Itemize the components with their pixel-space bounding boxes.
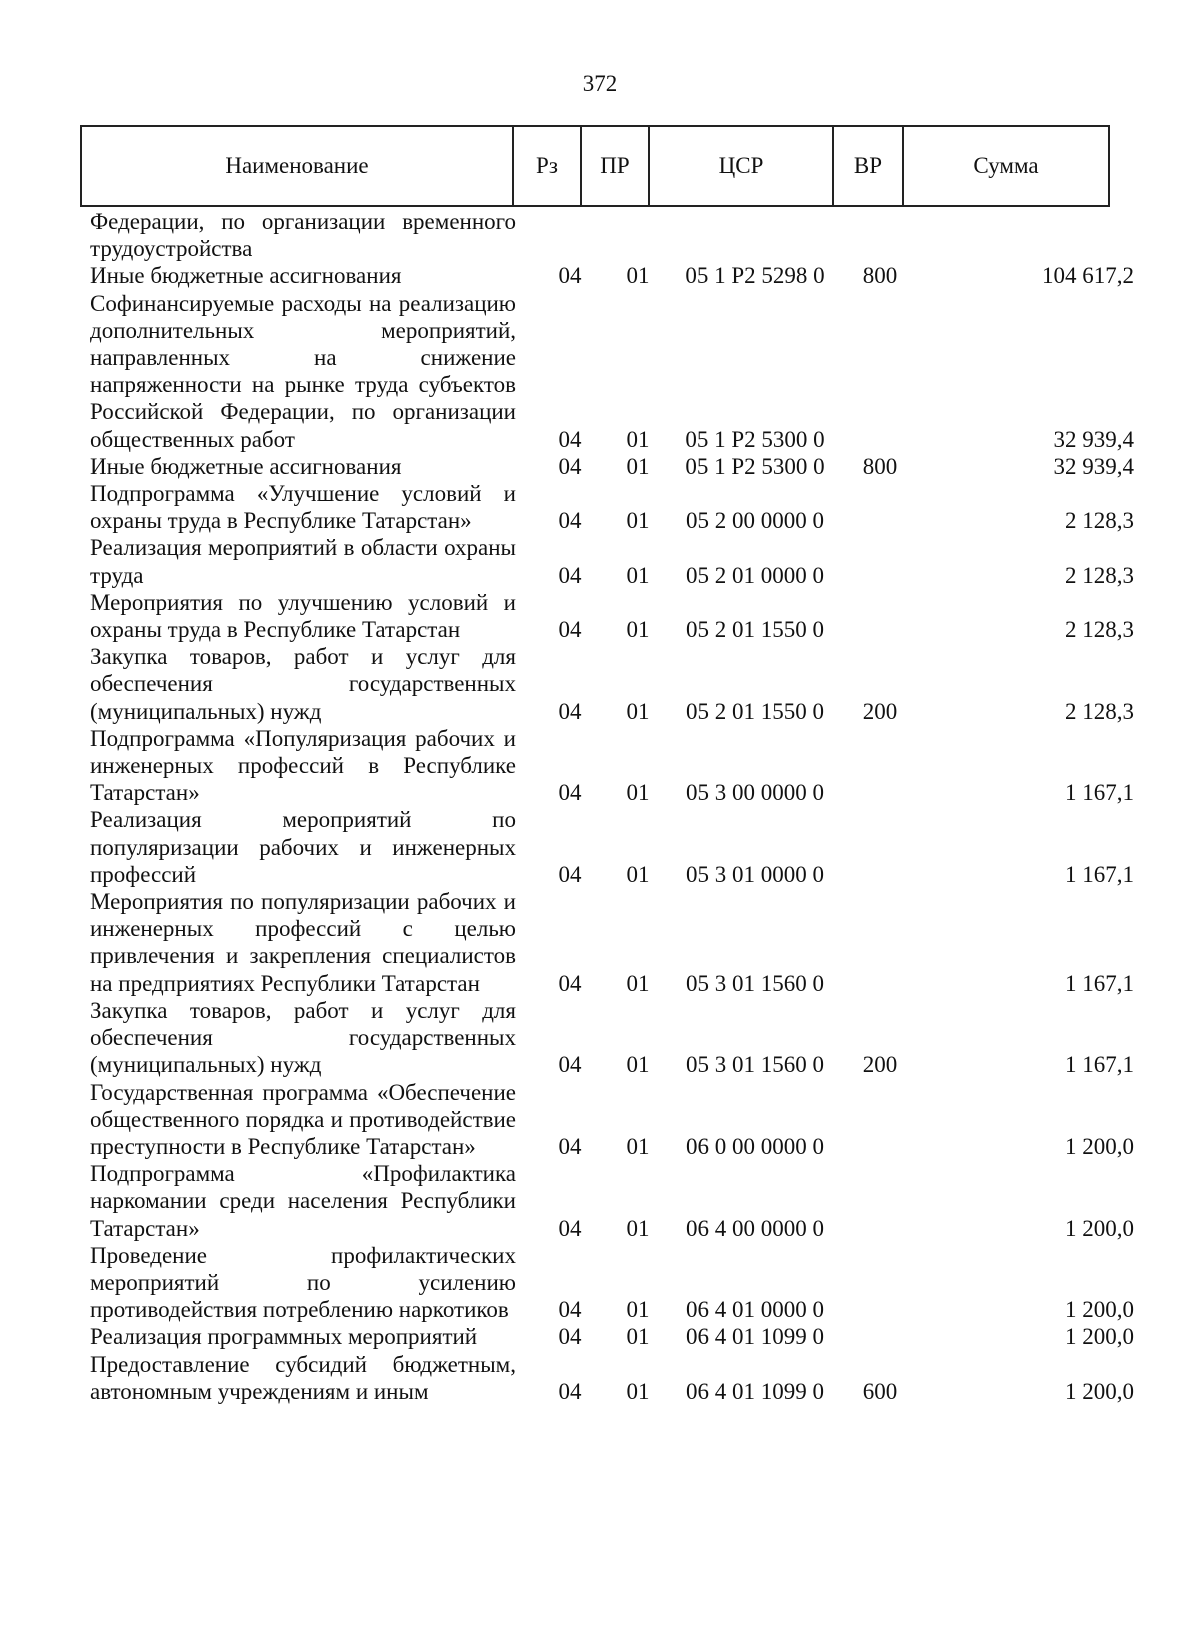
- row-rz: 04: [558, 562, 582, 588]
- row-vr: 800: [862, 263, 898, 289]
- row-rz: 04: [558, 780, 582, 806]
- table-row: [80, 262, 1144, 289]
- row-sum: 32 939,4: [1053, 426, 1134, 452]
- table-row: [80, 1351, 1144, 1405]
- header-rz: Рз: [513, 126, 581, 206]
- row-sum: 1 200,0: [1065, 1324, 1134, 1350]
- row-sum: 1 200,0: [1065, 1297, 1134, 1323]
- row-name: Предоставление субсидий бюджетным, автономным учреждениям и иным: [90, 1351, 516, 1404]
- row-name: Подпрограмма «Улучшение условий и охраны труда в Республике Татарстан»: [90, 481, 516, 534]
- row-pr: 01: [626, 263, 650, 289]
- table-row: [80, 480, 1144, 534]
- table-row: [80, 643, 1144, 725]
- row-name: Закупка товаров, работ и услуг для обеспечения государственных (муниципальных) нужд: [90, 997, 516, 1078]
- page-number: 372: [582, 71, 618, 96]
- row-rz: 04: [558, 1133, 582, 1159]
- row-name: Мероприятия по улучшению условий и охраны труда в Республике Татарстан: [90, 589, 516, 643]
- row-sum: 1 167,1: [1065, 970, 1134, 996]
- row-sum: 2 128,3: [1065, 508, 1134, 534]
- row-rz: 04: [558, 1324, 582, 1350]
- row-rz: 04: [558, 263, 582, 289]
- row-pr: 01: [626, 562, 650, 588]
- row-rz: 04: [558, 861, 582, 887]
- row-csr: 05 1 Р2 5300 0: [685, 426, 825, 452]
- table-row: [80, 1242, 1144, 1324]
- row-pr: 01: [626, 426, 650, 452]
- row-csr: 06 0 00 0000 0: [686, 1133, 824, 1159]
- header-vr: ВР: [833, 126, 903, 206]
- row-csr: 05 2 01 0000 0: [686, 562, 824, 588]
- row-vr: 600: [862, 1378, 898, 1404]
- row-pr: 01: [626, 508, 650, 534]
- row-sum: 1 200,0: [1065, 1133, 1134, 1159]
- header-sum: Сумма: [903, 126, 1109, 206]
- row-csr: 05 1 Р2 5300 0: [685, 453, 825, 479]
- row-sum: 1 167,1: [1065, 1052, 1134, 1078]
- row-sum: 104 617,2: [1042, 263, 1134, 289]
- row-sum: 2 128,3: [1065, 562, 1134, 588]
- row-name: Софинансируемые расходы на реализацию дополнительных мероприятий, направленных на снижение напряженности на рынке труда субъектов Российской Федерации, по организации общественных работ: [90, 290, 516, 452]
- header-csr: ЦСР: [649, 126, 833, 206]
- table-row: [80, 1079, 1144, 1161]
- row-name: Проведение профилактических мероприятий по усилению противодействия потреблению наркотиков: [90, 1242, 516, 1323]
- row-rz: 04: [558, 1378, 582, 1404]
- table-row: [80, 290, 1144, 453]
- row-rz: 04: [558, 1215, 582, 1241]
- row-rz: 04: [558, 1052, 582, 1078]
- row-csr: 06 4 00 0000 0: [686, 1215, 824, 1241]
- row-name: Подпрограмма «Профилактика наркомании среди населения Республики Татарстан»: [90, 1161, 516, 1241]
- row-sum: 1 200,0: [1065, 1378, 1134, 1404]
- row-sum: 1 200,0: [1065, 1215, 1134, 1241]
- row-sum: 2 128,3: [1065, 617, 1134, 643]
- row-pr: 01: [626, 453, 650, 479]
- row-pr: 01: [626, 1324, 650, 1350]
- table-row: [80, 1323, 1144, 1350]
- row-vr: 800: [862, 453, 898, 479]
- budget-table-body: [80, 208, 1144, 1405]
- row-csr: 05 2 00 0000 0: [686, 508, 824, 534]
- header-pr: ПР: [581, 126, 649, 206]
- table-row: [80, 806, 1144, 888]
- table-row: [80, 589, 1144, 643]
- row-csr: 05 2 01 1550 0: [686, 698, 824, 724]
- row-csr: 05 2 01 1550 0: [686, 617, 824, 643]
- row-pr: 01: [626, 861, 650, 887]
- table-row: [80, 888, 1144, 997]
- row-name: Государственная программа «Обеспечение общественного порядка и противодействие преступности в Республике Татарстан»: [90, 1079, 516, 1159]
- row-name: Реализация программных мероприятий: [90, 1324, 478, 1350]
- row-csr: 06 4 01 0000 0: [686, 1297, 824, 1323]
- row-pr: 01: [626, 970, 650, 996]
- row-name: Иные бюджетные ассигнования: [90, 263, 402, 289]
- row-name: Закупка товаров, работ и услуг для обеспечения государственных (муниципальных) нужд: [90, 644, 516, 724]
- header-name: Наименование: [81, 126, 513, 206]
- row-name: Иные бюджетные ассигнования: [90, 453, 402, 479]
- row-vr: 200: [862, 1052, 898, 1078]
- row-pr: 01: [626, 617, 650, 643]
- row-sum: 1 167,1: [1065, 861, 1134, 887]
- row-pr: 01: [626, 1297, 650, 1323]
- row-pr: 01: [626, 780, 650, 806]
- row-csr: 06 4 01 1099 0: [686, 1378, 824, 1404]
- row-rz: 04: [558, 617, 582, 643]
- row-rz: 04: [558, 698, 582, 724]
- table-row: [80, 534, 1144, 588]
- row-rz: 04: [558, 426, 582, 452]
- row-rz: 04: [558, 453, 582, 479]
- row-rz: 04: [558, 1297, 582, 1323]
- row-pr: 01: [626, 1133, 650, 1159]
- table-row: [80, 1160, 1144, 1242]
- row-name: Федерации, по организации временного трудоустройства: [90, 209, 516, 262]
- row-sum: 32 939,4: [1053, 453, 1134, 479]
- row-csr: 05 3 01 1560 0: [686, 1052, 824, 1078]
- row-pr: 01: [626, 1378, 650, 1404]
- row-name: Мероприятия по популяризации рабочих и инженерных профессий с целью привлечения и закрепления специалистов на предприятиях Республики Татарстан: [90, 889, 516, 996]
- row-name: Подпрограмма «Популяризация рабочих и инженерных профессий в Республике Татарстан»: [90, 725, 516, 806]
- row-name: Реализация мероприятий в области охраны труда: [90, 535, 516, 588]
- row-rz: 04: [558, 508, 582, 534]
- row-csr: 05 3 01 1560 0: [686, 970, 824, 996]
- row-pr: 01: [626, 698, 650, 724]
- row-name: Реализация мероприятий по популяризации рабочих и инженерных профессий: [90, 807, 516, 887]
- row-sum: 1 167,1: [1065, 780, 1134, 806]
- row-pr: 01: [626, 1052, 650, 1078]
- table-header: [80, 125, 1110, 207]
- row-vr: 200: [862, 698, 898, 724]
- row-sum: 2 128,3: [1065, 698, 1134, 724]
- row-csr: 05 1 Р2 5298 0: [685, 263, 825, 289]
- table-row: [80, 453, 1144, 480]
- row-csr: 05 3 01 0000 0: [686, 861, 824, 887]
- row-pr: 01: [626, 1215, 650, 1241]
- table-row: [80, 208, 1144, 262]
- row-csr: 05 3 00 0000 0: [686, 780, 824, 806]
- table-row: [80, 997, 1144, 1079]
- row-csr: 06 4 01 1099 0: [686, 1324, 824, 1350]
- table-row: [80, 725, 1144, 807]
- row-rz: 04: [558, 970, 582, 996]
